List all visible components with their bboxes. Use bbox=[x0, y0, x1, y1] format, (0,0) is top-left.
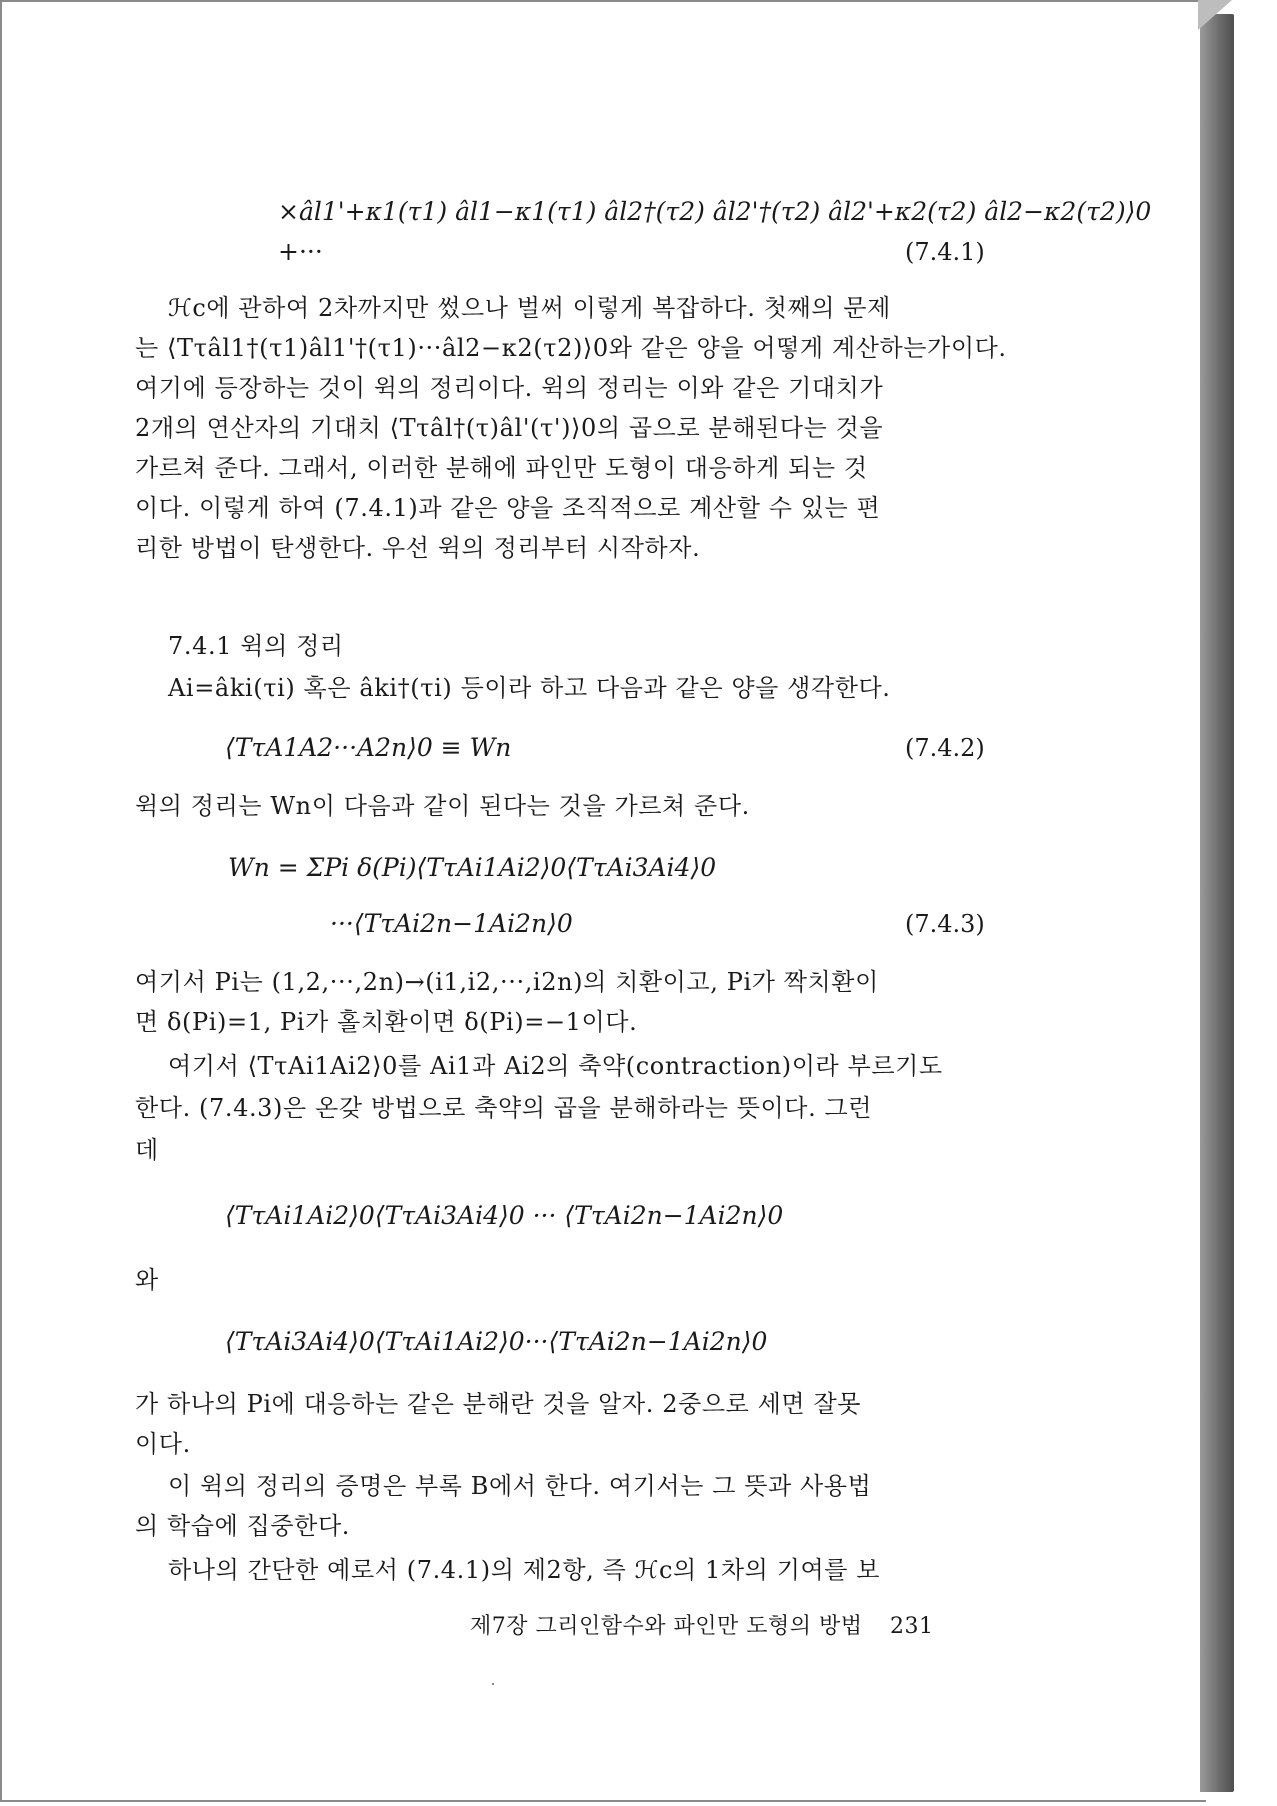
page-edge-shadow bbox=[1200, 14, 1234, 1792]
text-line: 와 bbox=[135, 1266, 159, 1294]
text-line: 의 학습에 집중한다. bbox=[135, 1512, 350, 1540]
equation-number: (7.4.3) bbox=[905, 910, 985, 938]
text-line: 2개의 연산자의 기대치 ⟨Tτâl†(τ)âl'(τ')⟩0의 곱으로 분해된다는 것을 bbox=[135, 414, 884, 442]
text-line: 데 bbox=[135, 1136, 159, 1164]
page-footer bbox=[470, 1612, 934, 1642]
text-line: 여기서 ⟨TτAi1Ai2⟩0를 Ai1과 Ai2의 축약(contraction)이라 부르기도 bbox=[168, 1052, 943, 1080]
text-line: 리한 방법이 탄생한다. 우선 윅의 정리부터 시작하자. bbox=[135, 534, 701, 562]
text-line: 여기서 Pi는 (1,2,···,2n)→(i1,i2,···,i2n)의 치환이고, Pi가 짝치환이 bbox=[135, 968, 879, 996]
equation-line: ⟨TτAi3Ai4⟩0⟨TτAi1Ai2⟩0···⟨TτAi2n−1Ai2n⟩0 bbox=[225, 1327, 768, 1356]
text-line: Ai=âki(τi) 혹은 âki†(τi) 등이라 하고 다음과 같은 양을 생각한다. bbox=[168, 674, 891, 702]
section-heading: 7.4.1 윅의 정리 bbox=[168, 632, 344, 660]
text-line: 이 윅의 정리의 증명은 부록 B에서 한다. 여기서는 그 뜻과 사용법 bbox=[168, 1472, 872, 1500]
text-line: 윅의 정리는 Wn이 다음과 같이 된다는 것을 가르쳐 준다. bbox=[135, 792, 750, 820]
speck bbox=[492, 1683, 494, 1685]
chapter-title: 제7장 그리인함수와 파인만 도형의 방법 bbox=[470, 1614, 863, 1639]
text-line: 는 ⟨Tτâl1†(τ1)âl1'†(τ1)···âl2−κ2(τ2)⟩0와 같은 양을 어떻게 계산하는가이다. bbox=[135, 334, 1007, 362]
equation-line: Wn = ΣPi δ(Pi)⟨TτAi1Ai2⟩0⟨TτAi3Ai4⟩0 bbox=[228, 853, 717, 882]
equation-line: ···⟨TτAi2n−1Ai2n⟩0 bbox=[330, 909, 573, 938]
equation-line: ⟨TτAi1Ai2⟩0⟨TτAi3Ai4⟩0 ··· ⟨TτAi2n−1Ai2n⟩0 bbox=[225, 1201, 784, 1230]
text-line: 이다. 이렇게 하여 (7.4.1)과 같은 양을 조직적으로 계산할 수 있는 편 bbox=[135, 494, 881, 522]
text-line: 이다. bbox=[135, 1430, 191, 1458]
text-line: 하나의 간단한 예로서 (7.4.1)의 제2항, 즉 ℋc의 1차의 기여를 보 bbox=[168, 1556, 881, 1584]
page-corner-fold bbox=[1198, 0, 1232, 30]
equation-line: ⟨TτA1A2···A2n⟩0 ≡ Wn bbox=[225, 733, 512, 762]
text-line: 한다. (7.4.3)은 온갖 방법으로 축약의 곱을 분해하라는 뜻이다. 그런 bbox=[135, 1094, 873, 1122]
equation-line: ×âl1'+κ1(τ1) âl1−κ1(τ1) âl2†(τ2) âl2'†(τ2) âl2'+κ2(τ2) âl2−κ2(τ2)⟩0 bbox=[278, 197, 1152, 226]
text-line: 면 δ(Pi)=1, Pi가 홀치환이면 δ(Pi)=−1이다. bbox=[135, 1008, 638, 1036]
page-number: 231 bbox=[890, 1614, 934, 1639]
equation-number: (7.4.1) bbox=[905, 238, 985, 266]
text-line: 여기에 등장하는 것이 윅의 정리이다. 윅의 정리는 이와 같은 기대치가 bbox=[135, 374, 884, 402]
text-line: 가르쳐 준다. 그래서, 이러한 분해에 파인만 도형이 대응하게 되는 것 bbox=[135, 454, 868, 482]
equation-number: (7.4.2) bbox=[905, 734, 985, 762]
text-line: 가 하나의 Pi에 대응하는 같은 분해란 것을 알자. 2중으로 세면 잘못 bbox=[135, 1390, 862, 1418]
text-line: ℋc에 관하여 2차까지만 썼으나 벌써 이렇게 복잡하다. 첫째의 문제 bbox=[168, 294, 891, 322]
equation-line: +··· bbox=[278, 237, 323, 266]
